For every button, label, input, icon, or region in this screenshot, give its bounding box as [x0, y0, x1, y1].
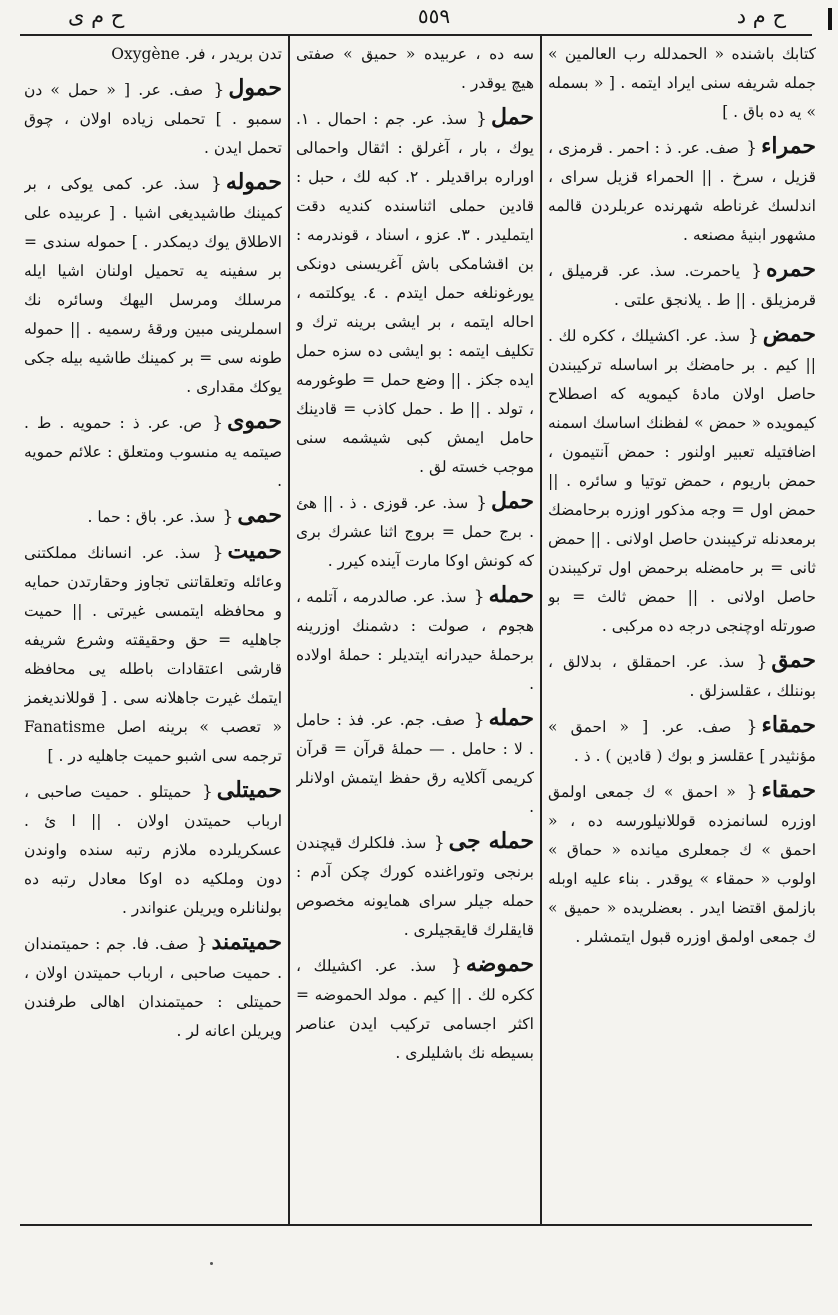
entry — [296, 104, 534, 482]
entry-text: سذ. عر. كمى يوكى ، بر كمينك طاشيديغى اشيا . [ عربيده على الاطلاق يوك ديمكدر . ] حموله سندى = بر سفينه يه تحميل اولنان اشيا ايله مرسلك ومرسل اليهك وسائره نك اسملرينى مبين ورقهٔ رسميه . || حموله طونه سى = بر كمينك طاشيه بيله جكى يوكك مقدارى . — [24, 175, 282, 396]
brace-mark: { — [747, 326, 759, 346]
entry — [548, 133, 816, 250]
brace-mark: { — [210, 174, 222, 194]
entry-headword: حمقاء — [761, 712, 816, 738]
entry-text: صف. عر. [ « احمق » مؤنثيدر ] عقلسز و بوك ( قادين ) . ذ . — [548, 718, 816, 765]
entry-text: سذ. عر. اكشيلك ، ككره لك . || كيم . بر حامضك بر اساسله تركيبندن حاصل اولان مادهٔ كيمويه كه اصطلاح كيمويده « حمض » لفظنك اساسك اسمنه اضافتيله تعبير اولنور : حمض آنتيمون ، حمض باريوم ، حمض توتيا و سائره . || حمض اول = وجه مذكور اوزره برحامضك برمعدنله تركيبندن حاصل اولانى . || حمض ثانى = بر حامضله برحمض اول تركيبندن حاصل اولانى . || حمض ثالث = بو صورتله اوچنجى درجه ده مركبى . — [548, 327, 816, 635]
header-left-guide: ح م ى — [68, 4, 125, 28]
brace-mark: { — [473, 710, 485, 730]
page-number: ٥٥٩ — [417, 4, 451, 28]
entry-headword: حمى — [237, 502, 282, 528]
brace-mark: { — [476, 493, 488, 513]
entry-text: « احمق » ك جمعى اولمق اوزره لسانمزده قوللانيلورسه ده ، « احمق » ك جمعلرى ميانده « حماق » اولوب « حمقاء » يوقدر . بناء عليه اوبله بازلمق اقتضا ايدر . بعضلريده « حميق » ك جمعى اولمق اوزره قبول ايتمشلر . — [548, 783, 816, 946]
entry-headword: حموى — [227, 408, 282, 434]
column-right — [548, 40, 816, 1220]
header-rule — [20, 34, 812, 36]
entry-headword: حمل — [491, 104, 534, 130]
brace-mark: { — [196, 934, 208, 954]
entry — [24, 929, 282, 1046]
column-divider — [540, 36, 542, 1224]
brace-mark: { — [751, 261, 763, 281]
entry-headword: حميتمند — [211, 929, 282, 955]
entry-headword: حمراء — [761, 133, 816, 159]
entry — [296, 951, 534, 1068]
entry-headword: حمض — [762, 321, 816, 347]
entry-headword: حميت — [227, 538, 282, 564]
entry — [296, 488, 534, 576]
entry — [24, 538, 282, 771]
entry-headword: حموله — [225, 169, 282, 195]
entry-text: ص. عر. ذ : حمويه . ط . صيتمه يه منسوب ومتعلق : علائم حمويه . — [24, 414, 282, 490]
entry-headword: حمل — [491, 488, 534, 514]
brace-mark: { — [201, 782, 213, 802]
brace-mark: { — [746, 782, 758, 802]
page-header — [0, 0, 838, 34]
column-divider — [288, 36, 290, 1224]
entry — [548, 256, 816, 315]
entry-text: حميتلو . حميت صاحبى ، ارباب حميتدن اولان . || ا ئ . عسكريلرده ملازم رتبه سنده واوندن دون وملكيه ده اوكا معادل رتبه ده بولنانلره ويريلن عنواندر . — [24, 783, 282, 917]
edge-mark — [828, 8, 832, 30]
brace-mark: { — [473, 587, 485, 607]
entry — [24, 408, 282, 496]
entry-text: صف. عر. [ « حمل » دن سمبو . ] تحملى زياده اولان ، چوق تحمل ايدن . — [24, 81, 282, 157]
entry-headword: حمق — [771, 647, 816, 673]
brace-mark: { — [213, 80, 225, 100]
print-speck — [210, 1262, 213, 1265]
entry-headword: حميتلى — [216, 777, 282, 803]
brace-mark: { — [756, 652, 768, 672]
entry-text: كتابك باشنده « الحمدلله رب العالمين » جمله شريفه سنى ايراد ايتمه . [ « بسمله » يه ده باق . ] — [548, 45, 816, 121]
brace-mark: { — [746, 138, 758, 158]
entry — [24, 777, 282, 923]
entry-text: سذ. فلكلرك قيچندن برنجى وتوراغنده كورك چكن آدم : حمله جيلر سراى همايونه مخصوص قايقلرك قايقجيلرى . — [296, 834, 534, 939]
entry-text: سذ. عر. انسانك مملكتنى وعائله وتعلقاتنى تجاوز وحقارتدن حمايه و محافظه ايتمسى غيرتى . || حميت جاهليه = حق وحقيقته وشرع شريفه قارشى اعتقادات باطله يى محافظه ايتمك غيرت جاهلانه سى . [ قوللانديغمز « تعصب » برينه اصل Fanatisme ترجمه سى اشبو حميت جاهليه در . ] — [24, 544, 282, 765]
entry — [548, 40, 816, 127]
footer-rule — [20, 1224, 812, 1226]
entry-headword: حمله — [488, 705, 534, 731]
entry-text: سذ. عر. صالدرمه ، آتلمه ، هجوم ، صولت : دشمنك اوزرينه برحملهٔ حيدرانه ايتديلر : حملهٔ اولاده . — [296, 588, 534, 693]
entry — [296, 582, 534, 699]
entry — [24, 169, 282, 402]
entry-text: سذ. عر. باق : حما . — [87, 508, 216, 526]
entry-headword: حموضه — [465, 951, 534, 977]
brace-mark: { — [746, 717, 758, 737]
entry-text: صف. جم. عر. فذ : حامل . لا : حامل . — حملهٔ قرآن = قرآن كريمى آكلايه رق حفظ ايتمش اولانلر . — [296, 711, 534, 816]
entry-headword: حمقاء — [761, 777, 816, 803]
entry-text: صف. فا. جم : حميتمندان . حميت صاحبى ، ارباب حميتدن اولان ، حميتلى : حميتمندان اهالى طرفندن ويريلن اعانه لر . — [24, 935, 282, 1040]
entry — [24, 502, 282, 532]
entry-text: ياحمرت. سذ. عر. قرميلق ، قرمزيلق . || ط . يلانجق علتى . — [548, 262, 816, 309]
entry — [24, 75, 282, 163]
brace-mark: { — [212, 413, 224, 433]
column-left — [24, 40, 282, 1220]
brace-mark: { — [212, 543, 224, 563]
header-right-guide: ح م د — [736, 4, 786, 28]
brace-mark: { — [222, 507, 234, 527]
brace-mark: { — [433, 833, 445, 853]
entry — [24, 40, 282, 69]
entry-headword: حمله — [488, 582, 534, 608]
entry — [548, 321, 816, 641]
entry — [296, 705, 534, 822]
brace-mark: { — [451, 956, 462, 976]
column-middle — [296, 40, 534, 1220]
entry-text: صف. عر. ذ : احمر . قرمزى ، قزيل ، سرخ . || الحمراء قزيل سراى ، اندلسك غرناطه شهرنده عربلردن قالمه مشهور ابنيهٔ مصنعه . — [548, 139, 816, 244]
entry — [548, 712, 816, 771]
entry — [296, 828, 534, 945]
brace-mark: { — [476, 109, 487, 129]
entry-text: سه ده ، عربيده « حميق » صفتى هيچ يوقدر . — [296, 45, 534, 92]
entry — [548, 647, 816, 706]
entry-text: سذ. عر. قوزى . ذ . || هئ . برج حمل = بروج اثنا عشرك برى كه كونش اوكا مارت آينده كيرر . — [296, 494, 534, 570]
entry-headword: حمله جى — [448, 828, 534, 854]
entry-headword: حمول — [228, 75, 282, 101]
entry — [296, 40, 534, 98]
entry-text: سذ. عر. جم : احمال . ١. يوك ، بار ، آغرلق : اثقال واحمالى اوراره براقديلر . ٢. كبه لك ، حبل : قادين حملى اثناسنده كنديه دقت ايتمليدر . ٣. عزو ، اسناد ، قوندرمه : بن اقشامكى باش آغريسنى دونكى يورغونلغه حمل ايتدم . ٤. يوكلتمه ، احاله ايتمه ، بر ايشى برينه ترك و تكليف ايتمه : بو ايشى ده سزه حمل ايده جكز . || وضع حمل = طوغورمه ، تولد . || ط . حمل كاذب = قادينك حامل ايمش كبى شيشمه سنى موجب خسته لق . — [296, 110, 534, 476]
entry — [548, 777, 816, 952]
entry-text: سذ. عر. احمقلق ، بدلالق ، بوننلك ، عقلسزلق . — [548, 653, 816, 700]
entry-text: تدن بريدر ، فر. Oxygène — [111, 45, 282, 63]
entry-text: سذ. عر. اكشيلك ، ككره لك . || كيم . مولد الحموضه = اكثر اجسامى تركيب ايدن عناصر بسيطه نك باشليلرى . — [296, 957, 534, 1062]
entry-headword: حمره — [766, 256, 816, 282]
